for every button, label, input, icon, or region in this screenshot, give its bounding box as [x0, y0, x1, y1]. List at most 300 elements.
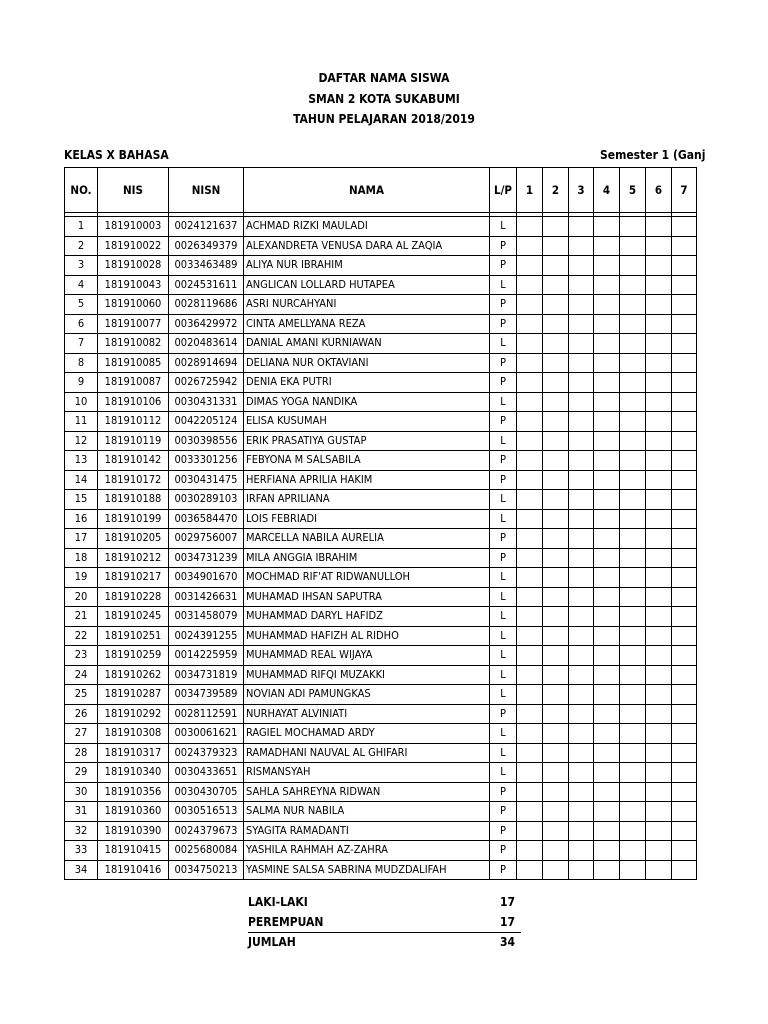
score-cell	[517, 353, 543, 373]
summary-row-perempuan	[248, 912, 521, 932]
table-row	[65, 236, 697, 256]
score-cell	[594, 704, 620, 724]
score-cell	[620, 724, 646, 744]
gender-cell: L	[490, 665, 517, 685]
score-cell	[646, 607, 672, 627]
score-cell	[517, 431, 543, 451]
score-cell	[646, 743, 672, 763]
score-cell	[569, 236, 594, 256]
table-row	[65, 724, 697, 744]
name-cell: RAMADHANI NAUVAL AL GHIFARI	[244, 743, 490, 763]
score-cell	[569, 392, 594, 412]
col-header: L/P	[490, 168, 517, 213]
row-number: 10	[65, 392, 98, 412]
nisn-cell: 0024391255	[169, 626, 244, 646]
score-cell	[672, 451, 697, 471]
score-cell	[594, 646, 620, 666]
nis-cell: 181910003	[98, 217, 169, 237]
score-cell	[646, 412, 672, 432]
score-cell	[569, 529, 594, 549]
row-number: 3	[65, 256, 98, 276]
name-cell: RISMANSYAH	[244, 763, 490, 783]
col-header: NO.	[65, 168, 98, 213]
table-row	[65, 509, 697, 529]
score-cell	[543, 451, 569, 471]
score-cell	[594, 412, 620, 432]
nisn-cell: 0014225959	[169, 646, 244, 666]
score-cell	[646, 509, 672, 529]
score-cell	[672, 392, 697, 412]
semester-label: Semester 1 (Ganj	[600, 148, 706, 162]
score-cell	[569, 568, 594, 588]
col-header: 7	[672, 168, 697, 213]
gender-cell: P	[490, 802, 517, 822]
nisn-cell: 0030398556	[169, 431, 244, 451]
score-cell	[569, 431, 594, 451]
gender-cell: L	[490, 724, 517, 744]
score-cell	[569, 295, 594, 315]
score-cell	[672, 607, 697, 627]
score-cell	[646, 217, 672, 237]
score-cell	[594, 373, 620, 393]
nis-cell: 181910087	[98, 373, 169, 393]
score-cell	[594, 607, 620, 627]
score-cell	[620, 743, 646, 763]
score-cell	[620, 607, 646, 627]
score-cell	[517, 295, 543, 315]
row-number: 27	[65, 724, 98, 744]
table-row	[65, 490, 697, 510]
table-row	[65, 392, 697, 412]
score-cell	[646, 665, 672, 685]
table-row	[65, 373, 697, 393]
gender-cell: L	[490, 607, 517, 627]
row-number: 14	[65, 470, 98, 490]
nis-cell: 181910217	[98, 568, 169, 588]
score-cell	[594, 256, 620, 276]
score-cell	[569, 607, 594, 627]
name-cell: MUHAMMAD DARYL HAFIDZ	[244, 607, 490, 627]
score-cell	[543, 665, 569, 685]
table-row	[65, 607, 697, 627]
nisn-cell: 0034750213	[169, 860, 244, 880]
nisn-cell: 0024121637	[169, 217, 244, 237]
score-cell	[543, 392, 569, 412]
score-cell	[543, 763, 569, 783]
name-cell: ANGLICAN LOLLARD HUTAPEA	[244, 275, 490, 295]
score-cell	[517, 490, 543, 510]
score-cell	[672, 626, 697, 646]
score-cell	[594, 236, 620, 256]
score-cell	[620, 431, 646, 451]
score-cell	[569, 490, 594, 510]
row-number: 12	[65, 431, 98, 451]
score-cell	[672, 743, 697, 763]
score-cell	[646, 490, 672, 510]
gender-cell: L	[490, 431, 517, 451]
score-cell	[517, 704, 543, 724]
nisn-cell: 0034731819	[169, 665, 244, 685]
col-header: 1	[517, 168, 543, 213]
name-cell: SAHLA SAHREYNA RIDWAN	[244, 782, 490, 802]
name-cell: ACHMAD RIZKI MAULADI	[244, 217, 490, 237]
score-cell	[594, 353, 620, 373]
name-cell: NURHAYAT ALVINIATI	[244, 704, 490, 724]
score-cell	[569, 841, 594, 861]
table-row	[65, 529, 697, 549]
score-cell	[543, 782, 569, 802]
nisn-cell: 0036429972	[169, 314, 244, 334]
score-cell	[620, 529, 646, 549]
table-row	[65, 451, 697, 471]
table-row	[65, 568, 697, 588]
table-row	[65, 685, 697, 705]
score-cell	[569, 509, 594, 529]
row-number: 13	[65, 451, 98, 471]
row-number: 5	[65, 295, 98, 315]
score-cell	[646, 275, 672, 295]
score-cell	[517, 509, 543, 529]
score-cell	[543, 334, 569, 354]
score-cell	[517, 256, 543, 276]
score-cell	[569, 704, 594, 724]
row-number: 33	[65, 841, 98, 861]
score-cell	[620, 685, 646, 705]
score-cell	[517, 743, 543, 763]
nisn-cell: 0024379673	[169, 821, 244, 841]
laki-value: 17	[499, 895, 515, 909]
score-cell	[569, 646, 594, 666]
gender-cell: P	[490, 470, 517, 490]
table-row	[65, 782, 697, 802]
table-row	[65, 470, 697, 490]
score-cell	[646, 860, 672, 880]
score-cell	[569, 802, 594, 822]
score-cell	[620, 568, 646, 588]
name-cell: DIMAS YOGA NANDIKA	[244, 392, 490, 412]
score-cell	[594, 626, 620, 646]
score-cell	[620, 353, 646, 373]
nis-cell: 181910199	[98, 509, 169, 529]
name-cell: MUHAMMAD REAL WIJAYA	[244, 646, 490, 666]
name-cell: SYAGITA RAMADANTI	[244, 821, 490, 841]
gender-cell: L	[490, 490, 517, 510]
score-cell	[543, 548, 569, 568]
name-cell: YASHILA RAHMAH AZ-ZAHRA	[244, 841, 490, 861]
name-cell: NOVIAN ADI PAMUNGKAS	[244, 685, 490, 705]
score-cell	[620, 392, 646, 412]
score-cell	[620, 821, 646, 841]
score-cell	[594, 821, 620, 841]
row-number: 11	[65, 412, 98, 432]
nis-cell: 181910172	[98, 470, 169, 490]
laki-label: LAKI-LAKI	[248, 895, 308, 909]
row-number: 32	[65, 821, 98, 841]
nis-cell: 181910077	[98, 314, 169, 334]
jumlah-label: JUMLAH	[248, 935, 296, 949]
score-cell	[646, 373, 672, 393]
perempuan-value: 17	[499, 915, 515, 929]
gender-cell: P	[490, 451, 517, 471]
score-cell	[517, 548, 543, 568]
title-line-2: SMAN 2 KOTA SUKABUMI	[308, 91, 460, 106]
score-cell	[594, 724, 620, 744]
score-cell	[517, 236, 543, 256]
score-cell	[517, 529, 543, 549]
score-cell	[646, 392, 672, 412]
nis-cell: 181910308	[98, 724, 169, 744]
name-cell: ELISA KUSUMAH	[244, 412, 490, 432]
row-number: 31	[65, 802, 98, 822]
table-row	[65, 626, 697, 646]
score-cell	[569, 470, 594, 490]
gender-cell: P	[490, 373, 517, 393]
score-cell	[543, 490, 569, 510]
jumlah-value: 34	[499, 935, 515, 949]
row-number: 22	[65, 626, 98, 646]
score-cell	[620, 217, 646, 237]
name-cell: IRFAN APRILIANA	[244, 490, 490, 510]
score-cell	[646, 626, 672, 646]
score-cell	[543, 841, 569, 861]
nisn-cell: 0024379323	[169, 743, 244, 763]
score-cell	[543, 509, 569, 529]
gender-cell: P	[490, 353, 517, 373]
col-header: NISN	[169, 168, 244, 213]
score-cell	[569, 548, 594, 568]
score-cell	[517, 451, 543, 471]
score-cell	[569, 334, 594, 354]
score-cell	[672, 334, 697, 354]
name-cell: ALIYA NUR IBRAHIM	[244, 256, 490, 276]
score-cell	[620, 587, 646, 607]
score-cell	[594, 529, 620, 549]
row-number: 19	[65, 568, 98, 588]
nisn-cell: 0031458079	[169, 607, 244, 627]
score-cell	[569, 314, 594, 334]
nis-cell: 181910292	[98, 704, 169, 724]
name-cell: ALEXANDRETA VENUSA DARA AL ZAQIA	[244, 236, 490, 256]
nis-cell: 181910082	[98, 334, 169, 354]
score-cell	[594, 685, 620, 705]
name-cell: FEBYONA M SALSABILA	[244, 451, 490, 471]
nis-cell: 181910028	[98, 256, 169, 276]
nis-cell: 181910142	[98, 451, 169, 471]
title-line-1: DAFTAR NAMA SISWA	[318, 71, 450, 85]
score-cell	[672, 724, 697, 744]
score-cell	[569, 860, 594, 880]
row-number: 17	[65, 529, 98, 549]
score-cell	[672, 217, 697, 237]
score-cell	[517, 782, 543, 802]
score-cell	[646, 587, 672, 607]
score-cell	[517, 860, 543, 880]
score-cell	[620, 509, 646, 529]
nis-cell: 181910390	[98, 821, 169, 841]
nis-cell: 181910415	[98, 841, 169, 861]
gender-cell: L	[490, 626, 517, 646]
score-cell	[517, 802, 543, 822]
score-cell	[543, 568, 569, 588]
nisn-cell: 0034739589	[169, 685, 244, 705]
score-cell	[569, 665, 594, 685]
score-cell	[594, 509, 620, 529]
nis-cell: 181910022	[98, 236, 169, 256]
nis-cell: 181910043	[98, 275, 169, 295]
nisn-cell: 0030061621	[169, 724, 244, 744]
row-number: 20	[65, 587, 98, 607]
score-cell	[543, 236, 569, 256]
score-cell	[620, 704, 646, 724]
score-cell	[646, 353, 672, 373]
document-title	[0, 68, 768, 130]
nisn-cell: 0029756007	[169, 529, 244, 549]
nisn-cell: 0024531611	[169, 275, 244, 295]
score-cell	[517, 587, 543, 607]
student-table	[64, 167, 697, 880]
summary-block	[248, 892, 521, 952]
gender-cell: P	[490, 821, 517, 841]
score-cell	[620, 763, 646, 783]
score-cell	[672, 529, 697, 549]
table-row	[65, 665, 697, 685]
row-number: 1	[65, 217, 98, 237]
score-cell	[646, 841, 672, 861]
score-cell	[543, 295, 569, 315]
score-cell	[543, 821, 569, 841]
row-number: 9	[65, 373, 98, 393]
col-header: 6	[646, 168, 672, 213]
score-cell	[543, 704, 569, 724]
score-cell	[594, 782, 620, 802]
score-cell	[620, 256, 646, 276]
score-cell	[517, 412, 543, 432]
score-cell	[620, 295, 646, 315]
table-row	[65, 314, 697, 334]
nisn-cell: 0028914694	[169, 353, 244, 373]
nis-cell: 181910287	[98, 685, 169, 705]
col-header: NIS	[98, 168, 169, 213]
table-row	[65, 217, 697, 237]
col-header: 4	[594, 168, 620, 213]
row-number: 26	[65, 704, 98, 724]
row-number: 28	[65, 743, 98, 763]
score-cell	[620, 665, 646, 685]
score-cell	[672, 275, 697, 295]
nisn-cell: 0034901670	[169, 568, 244, 588]
score-cell	[543, 470, 569, 490]
row-number: 21	[65, 607, 98, 627]
nis-cell: 181910245	[98, 607, 169, 627]
score-cell	[594, 743, 620, 763]
score-cell	[620, 860, 646, 880]
score-cell	[569, 724, 594, 744]
gender-cell: P	[490, 529, 517, 549]
nis-cell: 181910112	[98, 412, 169, 432]
score-cell	[517, 646, 543, 666]
gender-cell: L	[490, 685, 517, 705]
score-cell	[517, 275, 543, 295]
score-cell	[569, 353, 594, 373]
score-cell	[672, 646, 697, 666]
score-cell	[646, 646, 672, 666]
score-cell	[569, 685, 594, 705]
score-cell	[620, 314, 646, 334]
nis-cell: 181910188	[98, 490, 169, 510]
score-cell	[620, 646, 646, 666]
name-cell: LOIS FEBRIADI	[244, 509, 490, 529]
name-cell: DENIA EKA PUTRI	[244, 373, 490, 393]
gender-cell: P	[490, 548, 517, 568]
score-cell	[594, 334, 620, 354]
nis-cell: 181910119	[98, 431, 169, 451]
score-cell	[569, 743, 594, 763]
score-cell	[672, 587, 697, 607]
score-cell	[594, 665, 620, 685]
table-row	[65, 587, 697, 607]
table-row	[65, 295, 697, 315]
name-cell: HERFIANA APRILIA HAKIM	[244, 470, 490, 490]
score-cell	[646, 568, 672, 588]
gender-cell: L	[490, 743, 517, 763]
score-cell	[569, 373, 594, 393]
score-cell	[594, 860, 620, 880]
class-label: KELAS X BAHASA	[64, 148, 169, 162]
score-cell	[569, 626, 594, 646]
score-cell	[543, 256, 569, 276]
score-cell	[517, 217, 543, 237]
score-cell	[620, 451, 646, 471]
row-number: 4	[65, 275, 98, 295]
score-cell	[569, 412, 594, 432]
score-cell	[672, 314, 697, 334]
table-row	[65, 763, 697, 783]
score-cell	[543, 529, 569, 549]
score-cell	[569, 763, 594, 783]
row-number: 18	[65, 548, 98, 568]
name-cell: MUHAMMAD HAFIZH AL RIDHO	[244, 626, 490, 646]
name-cell: MUHAMMAD RIFQI MUZAKKI	[244, 665, 490, 685]
col-header: 3	[569, 168, 594, 213]
nis-cell: 181910416	[98, 860, 169, 880]
name-cell: DANIAL AMANI KURNIAWAN	[244, 334, 490, 354]
nisn-cell: 0034731239	[169, 548, 244, 568]
score-cell	[517, 373, 543, 393]
row-number: 6	[65, 314, 98, 334]
gender-cell: P	[490, 295, 517, 315]
score-cell	[569, 217, 594, 237]
score-cell	[672, 802, 697, 822]
score-cell	[646, 236, 672, 256]
gender-cell: L	[490, 217, 517, 237]
gender-cell: L	[490, 392, 517, 412]
score-cell	[543, 431, 569, 451]
score-cell	[672, 665, 697, 685]
nis-cell: 181910360	[98, 802, 169, 822]
score-cell	[672, 470, 697, 490]
row-number: 29	[65, 763, 98, 783]
score-cell	[594, 763, 620, 783]
table-row	[65, 646, 697, 666]
nisn-cell: 0030431475	[169, 470, 244, 490]
score-cell	[620, 841, 646, 861]
score-cell	[594, 295, 620, 315]
score-cell	[517, 665, 543, 685]
name-cell: MOCHMAD RIF'AT RIDWANULLOH	[244, 568, 490, 588]
score-cell	[672, 509, 697, 529]
score-cell	[672, 568, 697, 588]
score-cell	[569, 451, 594, 471]
